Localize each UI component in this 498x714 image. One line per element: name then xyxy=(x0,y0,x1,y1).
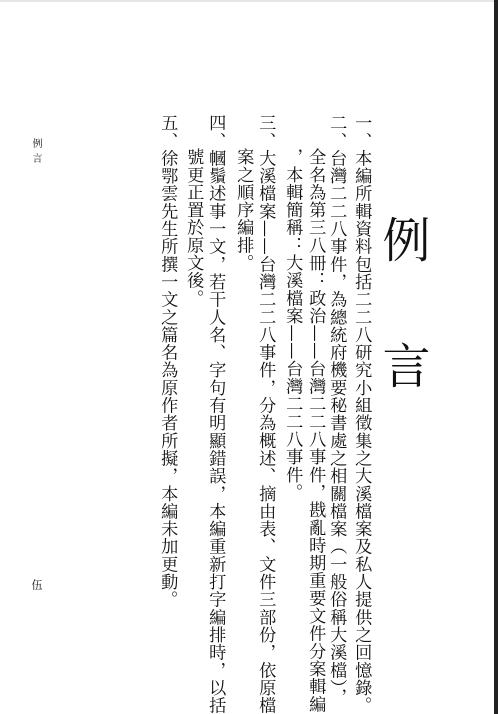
page-title: 例言 xyxy=(374,215,430,467)
item-2-line-3: ，本輯簡稱：大溪檔案——台灣二二八事件。 xyxy=(282,148,303,501)
item-5-line-1: 五、徐鄂雲先生所撰一文之篇名為原作者所擬，本編未加更動。 xyxy=(157,114,178,609)
page-top-edge xyxy=(0,0,498,2)
item-2-line-2: 全名為第三八冊：政治——台灣二二八事件，戡亂時期重要文件分案輯編 xyxy=(305,148,326,713)
item-2-line-1: 二、台灣二二八事件，為總統府機要秘書處之相關檔案（一般俗稱大溪檔）， xyxy=(326,114,347,706)
item-4-line-2: 號更正置於原文後。 xyxy=(183,148,204,307)
page-right-edge xyxy=(494,0,498,714)
page-number: 伍 xyxy=(30,579,43,590)
item-4-line-1: 四、幗鬚述事一文，若干人名、字句有明顯錯誤，本編重新打字編排時，以括 xyxy=(205,114,226,714)
running-head: 例言 xyxy=(30,138,41,168)
item-1-line-1: 一、本編所輯資料包括二二八研究小組徵集之大溪檔案及私人提供之回憶錄。 xyxy=(351,114,372,714)
item-3-line-2: 案之順序編排。 xyxy=(233,148,254,272)
item-3-line-1: 三、大溪檔案——台灣二二八事件，分為概述、摘由表、文件三部份，依原檔 xyxy=(255,114,276,714)
